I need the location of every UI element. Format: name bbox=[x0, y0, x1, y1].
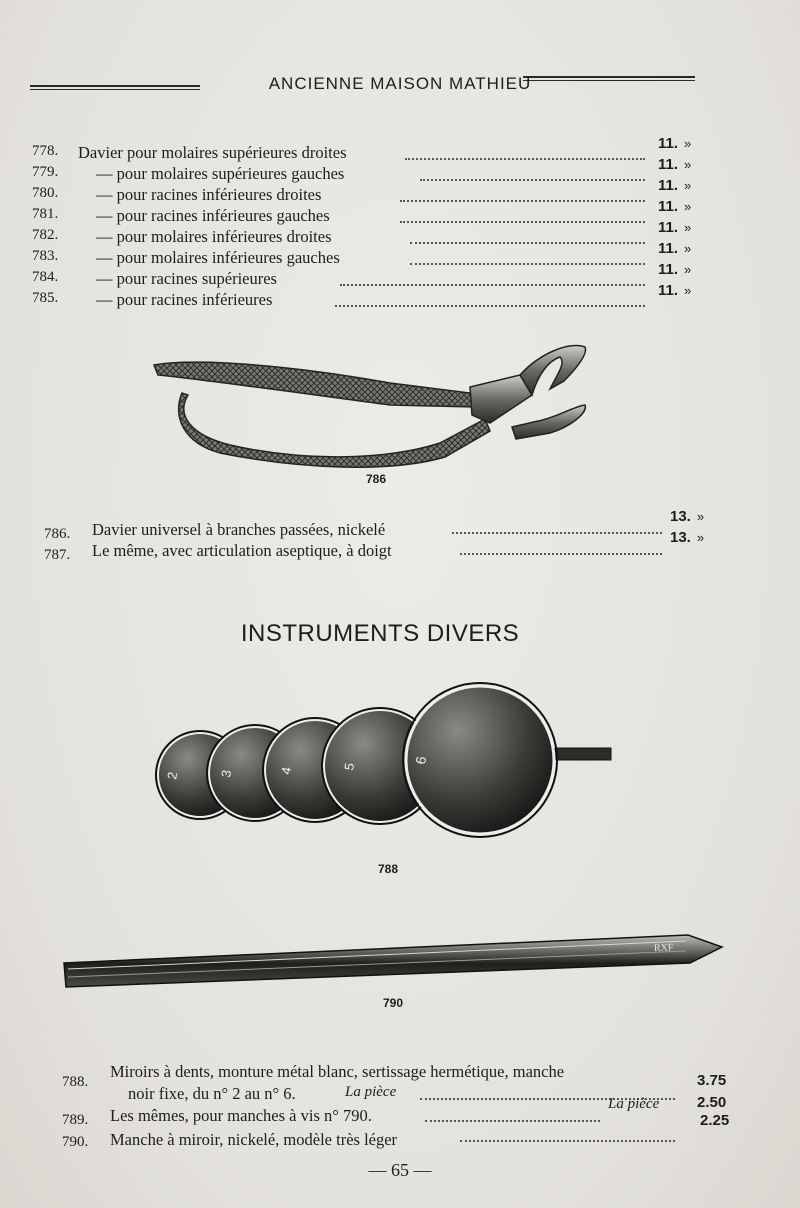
list-item bbox=[0, 282, 800, 312]
item-price: 11. » bbox=[658, 282, 692, 299]
item-description: Les mêmes, pour manches à vis n° 790. bbox=[110, 1106, 372, 1125]
item-price: 11. » bbox=[658, 261, 692, 278]
item-price: 13. » bbox=[670, 529, 705, 546]
list-item bbox=[0, 1062, 800, 1106]
item-description: — pour racines inférieures gauches bbox=[96, 206, 330, 225]
item-price: 11. » bbox=[658, 177, 692, 194]
item-price: 11. » bbox=[658, 198, 692, 215]
mirror-size-label: 6 bbox=[412, 755, 430, 766]
item-number: 779. bbox=[32, 164, 59, 180]
mirror-size-label: 5 bbox=[341, 761, 358, 772]
page-header-title: ANCIENNE MAISON MATHIEU bbox=[268, 74, 532, 93]
item-number: 783. bbox=[32, 248, 59, 264]
list-item bbox=[0, 1094, 800, 1128]
mirror-6 bbox=[403, 683, 557, 837]
item-price: 11. » bbox=[658, 219, 692, 236]
dotted-leader bbox=[410, 263, 645, 265]
item-number: 785. bbox=[32, 290, 59, 306]
item-description: Le même, avec articulation aseptique, à doigt bbox=[92, 541, 392, 560]
item-description: Manche à miroir, nickelé, modèle très léger bbox=[110, 1130, 398, 1149]
item-description-line1: Miroirs à dents, monture métal blanc, sertissage hermétique, manche bbox=[110, 1062, 565, 1081]
item-price: 11. » bbox=[658, 135, 692, 152]
item-description: — pour molaires supérieures gauches bbox=[96, 164, 345, 183]
figure-caption-786: 786 bbox=[366, 472, 387, 486]
item-price: 3.75 bbox=[697, 1072, 727, 1089]
mirror-size-label: 2 bbox=[164, 770, 181, 781]
dotted-leader bbox=[452, 532, 662, 534]
item-price: 11. » bbox=[658, 240, 692, 257]
item-number: 786. bbox=[44, 526, 71, 542]
item-number: 780. bbox=[32, 185, 59, 201]
item-description: — pour molaires inférieures gauches bbox=[96, 248, 340, 267]
item-description: Davier pour molaires supérieures droites bbox=[78, 143, 347, 162]
item-number: 787. bbox=[44, 547, 71, 563]
item-description: — pour molaires inférieures droites bbox=[96, 227, 332, 246]
figure-caption-790: 790 bbox=[383, 996, 404, 1010]
item-description: — pour racines inférieures bbox=[96, 290, 273, 309]
dotted-leader bbox=[405, 158, 645, 160]
dotted-leader bbox=[410, 242, 645, 244]
item-number: 789. bbox=[62, 1112, 89, 1128]
dotted-leader bbox=[425, 1120, 600, 1122]
item-number: 782. bbox=[32, 227, 59, 243]
item-price: 11. » bbox=[658, 156, 692, 173]
item-number: 778. bbox=[32, 143, 59, 159]
mirror-size-label: 4 bbox=[278, 765, 295, 776]
forceps-illustration bbox=[140, 335, 620, 475]
page-number: — 65 — bbox=[368, 1160, 432, 1180]
item-price: 2.50 bbox=[697, 1094, 727, 1111]
item-number: 781. bbox=[32, 206, 59, 222]
per-piece-label: La pièce bbox=[608, 1096, 660, 1112]
dotted-leader bbox=[340, 284, 645, 286]
dotted-leader bbox=[335, 305, 645, 307]
item-number: 784. bbox=[32, 269, 59, 285]
item-description: — pour racines supérieures bbox=[96, 269, 277, 288]
item-price: 13. » bbox=[670, 508, 705, 525]
item-number: 790. bbox=[62, 1134, 89, 1150]
dotted-leader bbox=[400, 200, 645, 202]
figure-caption-788: 788 bbox=[378, 862, 399, 876]
mirror-size-label: 3 bbox=[218, 768, 235, 779]
dotted-leader bbox=[400, 221, 645, 223]
item-price: 2.25 bbox=[700, 1112, 730, 1129]
mirrors-illustration bbox=[150, 680, 620, 850]
dotted-leader bbox=[420, 179, 645, 181]
maker-mark: RXF bbox=[653, 942, 674, 954]
item-description: Davier universel à branches passées, nickelé bbox=[92, 520, 386, 539]
dotted-leader bbox=[460, 553, 662, 555]
dotted-leader bbox=[460, 1140, 675, 1142]
item-description-line2: noir fixe, du n° 2 au n° 6. bbox=[128, 1084, 296, 1103]
section-title: INSTRUMENTS DIVERS bbox=[240, 620, 520, 647]
per-piece-label: La pièce bbox=[345, 1084, 397, 1100]
item-number: 788. bbox=[62, 1074, 89, 1090]
item-description: — pour racines inférieures droites bbox=[96, 185, 322, 204]
mirror-handle-illustration bbox=[58, 925, 728, 995]
